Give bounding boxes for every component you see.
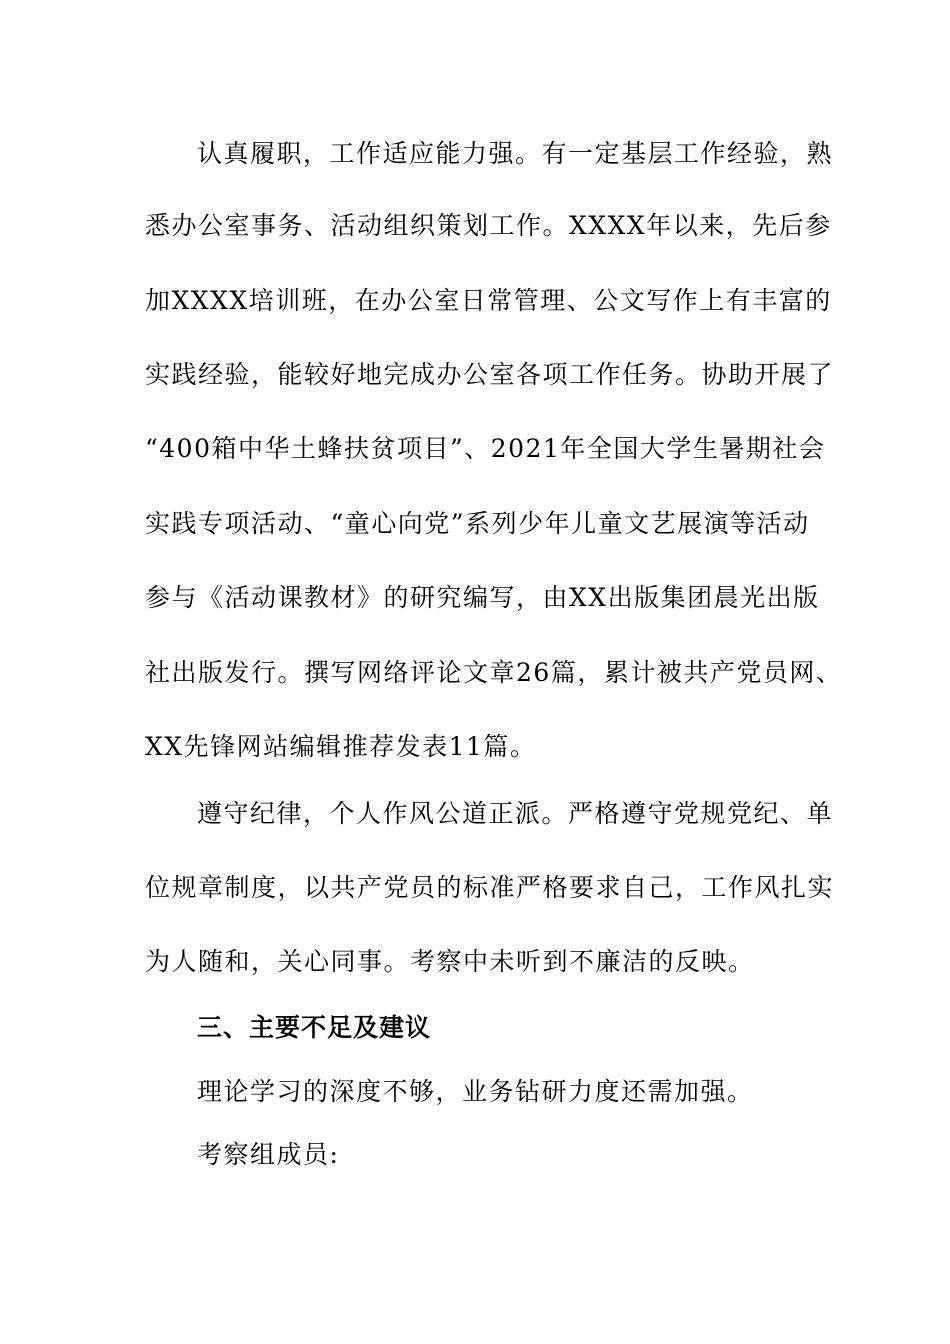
paragraph-line-5: “400箱中华土蜂扶贫项目”、2021年全国大学生暑期社会	[145, 434, 826, 463]
paragraph-line-11: 位规章制度，以共产党员的标准严格要求自己，工作风扎实	[145, 873, 835, 902]
section-heading: 三、主要不足及建议	[197, 1013, 432, 1042]
members-label: 考察组成员:	[197, 1140, 340, 1169]
paragraph-line-10: 遵守纪律，个人作风公道正派。严格遵守党规党纪、单	[197, 799, 834, 828]
paragraph-line-9: XX先锋网站编辑推荐发表11篇。	[145, 732, 537, 761]
paragraph-line-8: 社出版发行。撰写网络评论文章26篇，累计被共产党员网、	[145, 658, 843, 687]
paragraph-line-1: 认真履职，工作适应能力强。有一定基层工作经验，熟	[197, 139, 834, 168]
shortcoming-text: 理论学习的深度不够，业务钻研力度还需加强。	[197, 1077, 754, 1106]
paragraph-line-2: 悉办公室事务、活动组织策划工作。XXXX年以来，先后参	[145, 211, 832, 240]
paragraph-line-12: 为人随和，关心同事。考察中未听到不廉洁的反映。	[145, 947, 755, 976]
paragraph-line-7: 参与《活动课教材》的研究编写，由XX出版集团晨光出版	[145, 583, 820, 612]
paragraph-line-3: 加XXXX培训班，在办公室日常管理、公文写作上有丰富的	[145, 286, 832, 315]
paragraph-line-4: 实践经验，能较好地完成办公室各项工作任务。协助开展了	[145, 360, 835, 389]
paragraph-line-6: 实践专项活动、“童心向党”系列少年儿童文艺展演等活动	[145, 509, 810, 538]
